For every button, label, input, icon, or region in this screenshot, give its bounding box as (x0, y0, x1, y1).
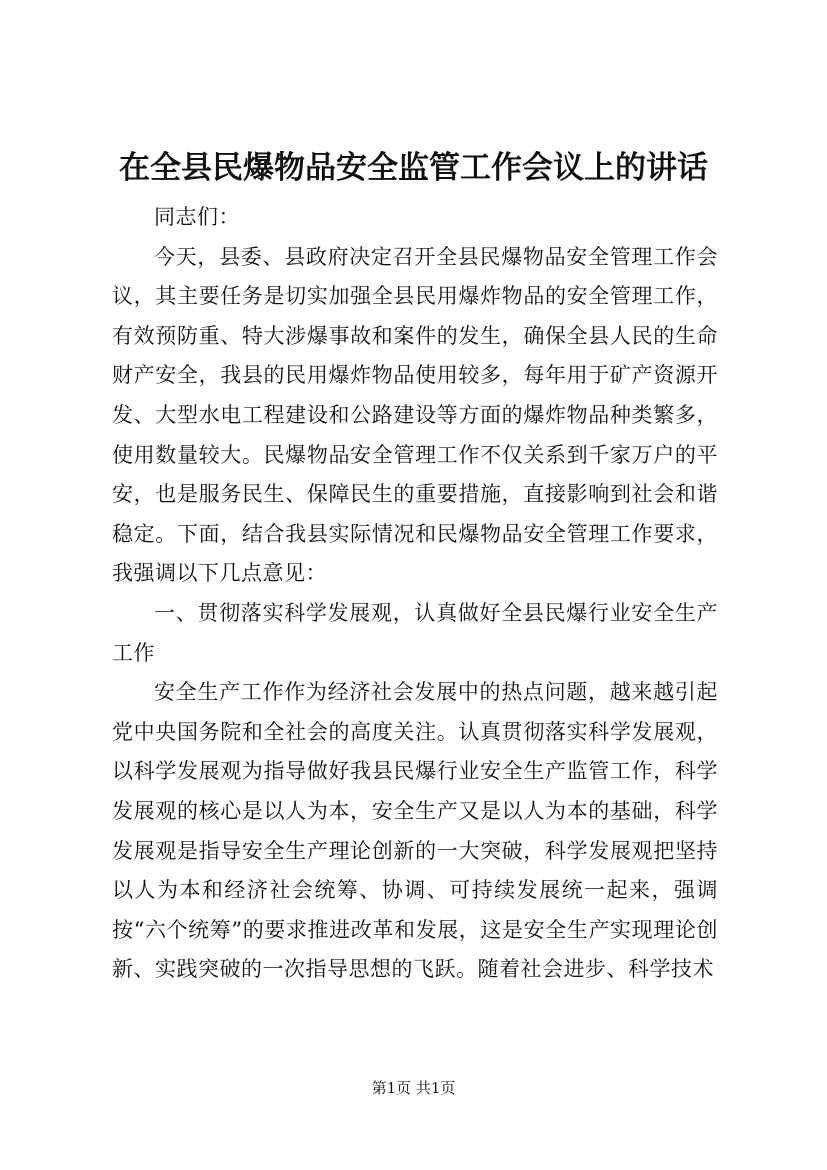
paragraph-1: 今天，县委、县政府决定召开全县民爆物品安全管理工作会议，其主要任务是切实加强全县民用爆炸物品的安全管理工作，有效预防重、特大涉爆事故和案件的发生，确保全县人民的生命财产安全，我县的民用爆炸物品使用较多，每年用于矿产资源开发、大型水电工程建设和公路建设等方面的爆炸物品种类繁多，使用数量较大。民爆物品安全管理工作不仅关系到千家万户的平安，也是服务民生、保障民生的重要措施，直接影响到社会和谐稳定。下面，结合我县实际情况和民爆物品安全管理工作要求，我强调以下几点意见： (112, 244, 718, 586)
page-footer: 第1页 共1页 (371, 1079, 456, 1097)
document-body (112, 198, 718, 990)
document-title: 在全县民爆物品安全监管工作会议上的讲话 (119, 150, 708, 186)
paragraph-2: 安全生产工作作为经济社会发展中的热点问题，越来越引起党中央国务院和全社会的高度关注。认真贯彻落实科学发展观，以科学发展观为指导做好我县民爆行业安全生产监管工作，科学发展观的核心是以人为本，安全生产又是以人为本的基础，科学发展观是指导安全生产理论创新的一大突破，科学发展观把坚持以人为本和经济社会统筹、协调、可持续发展统一起来，强调按“六个统筹”的要求推进改革和发展，这是安全生产实现理论创新、实践突破的一次指导思想的飞跃。随着社会进步、科学技术 (112, 680, 718, 982)
salutation: 同志们： (154, 205, 240, 229)
section-heading-1: 一、贯彻落实科学发展观，认真做好全县民爆行业安全生产工作 (112, 600, 718, 665)
